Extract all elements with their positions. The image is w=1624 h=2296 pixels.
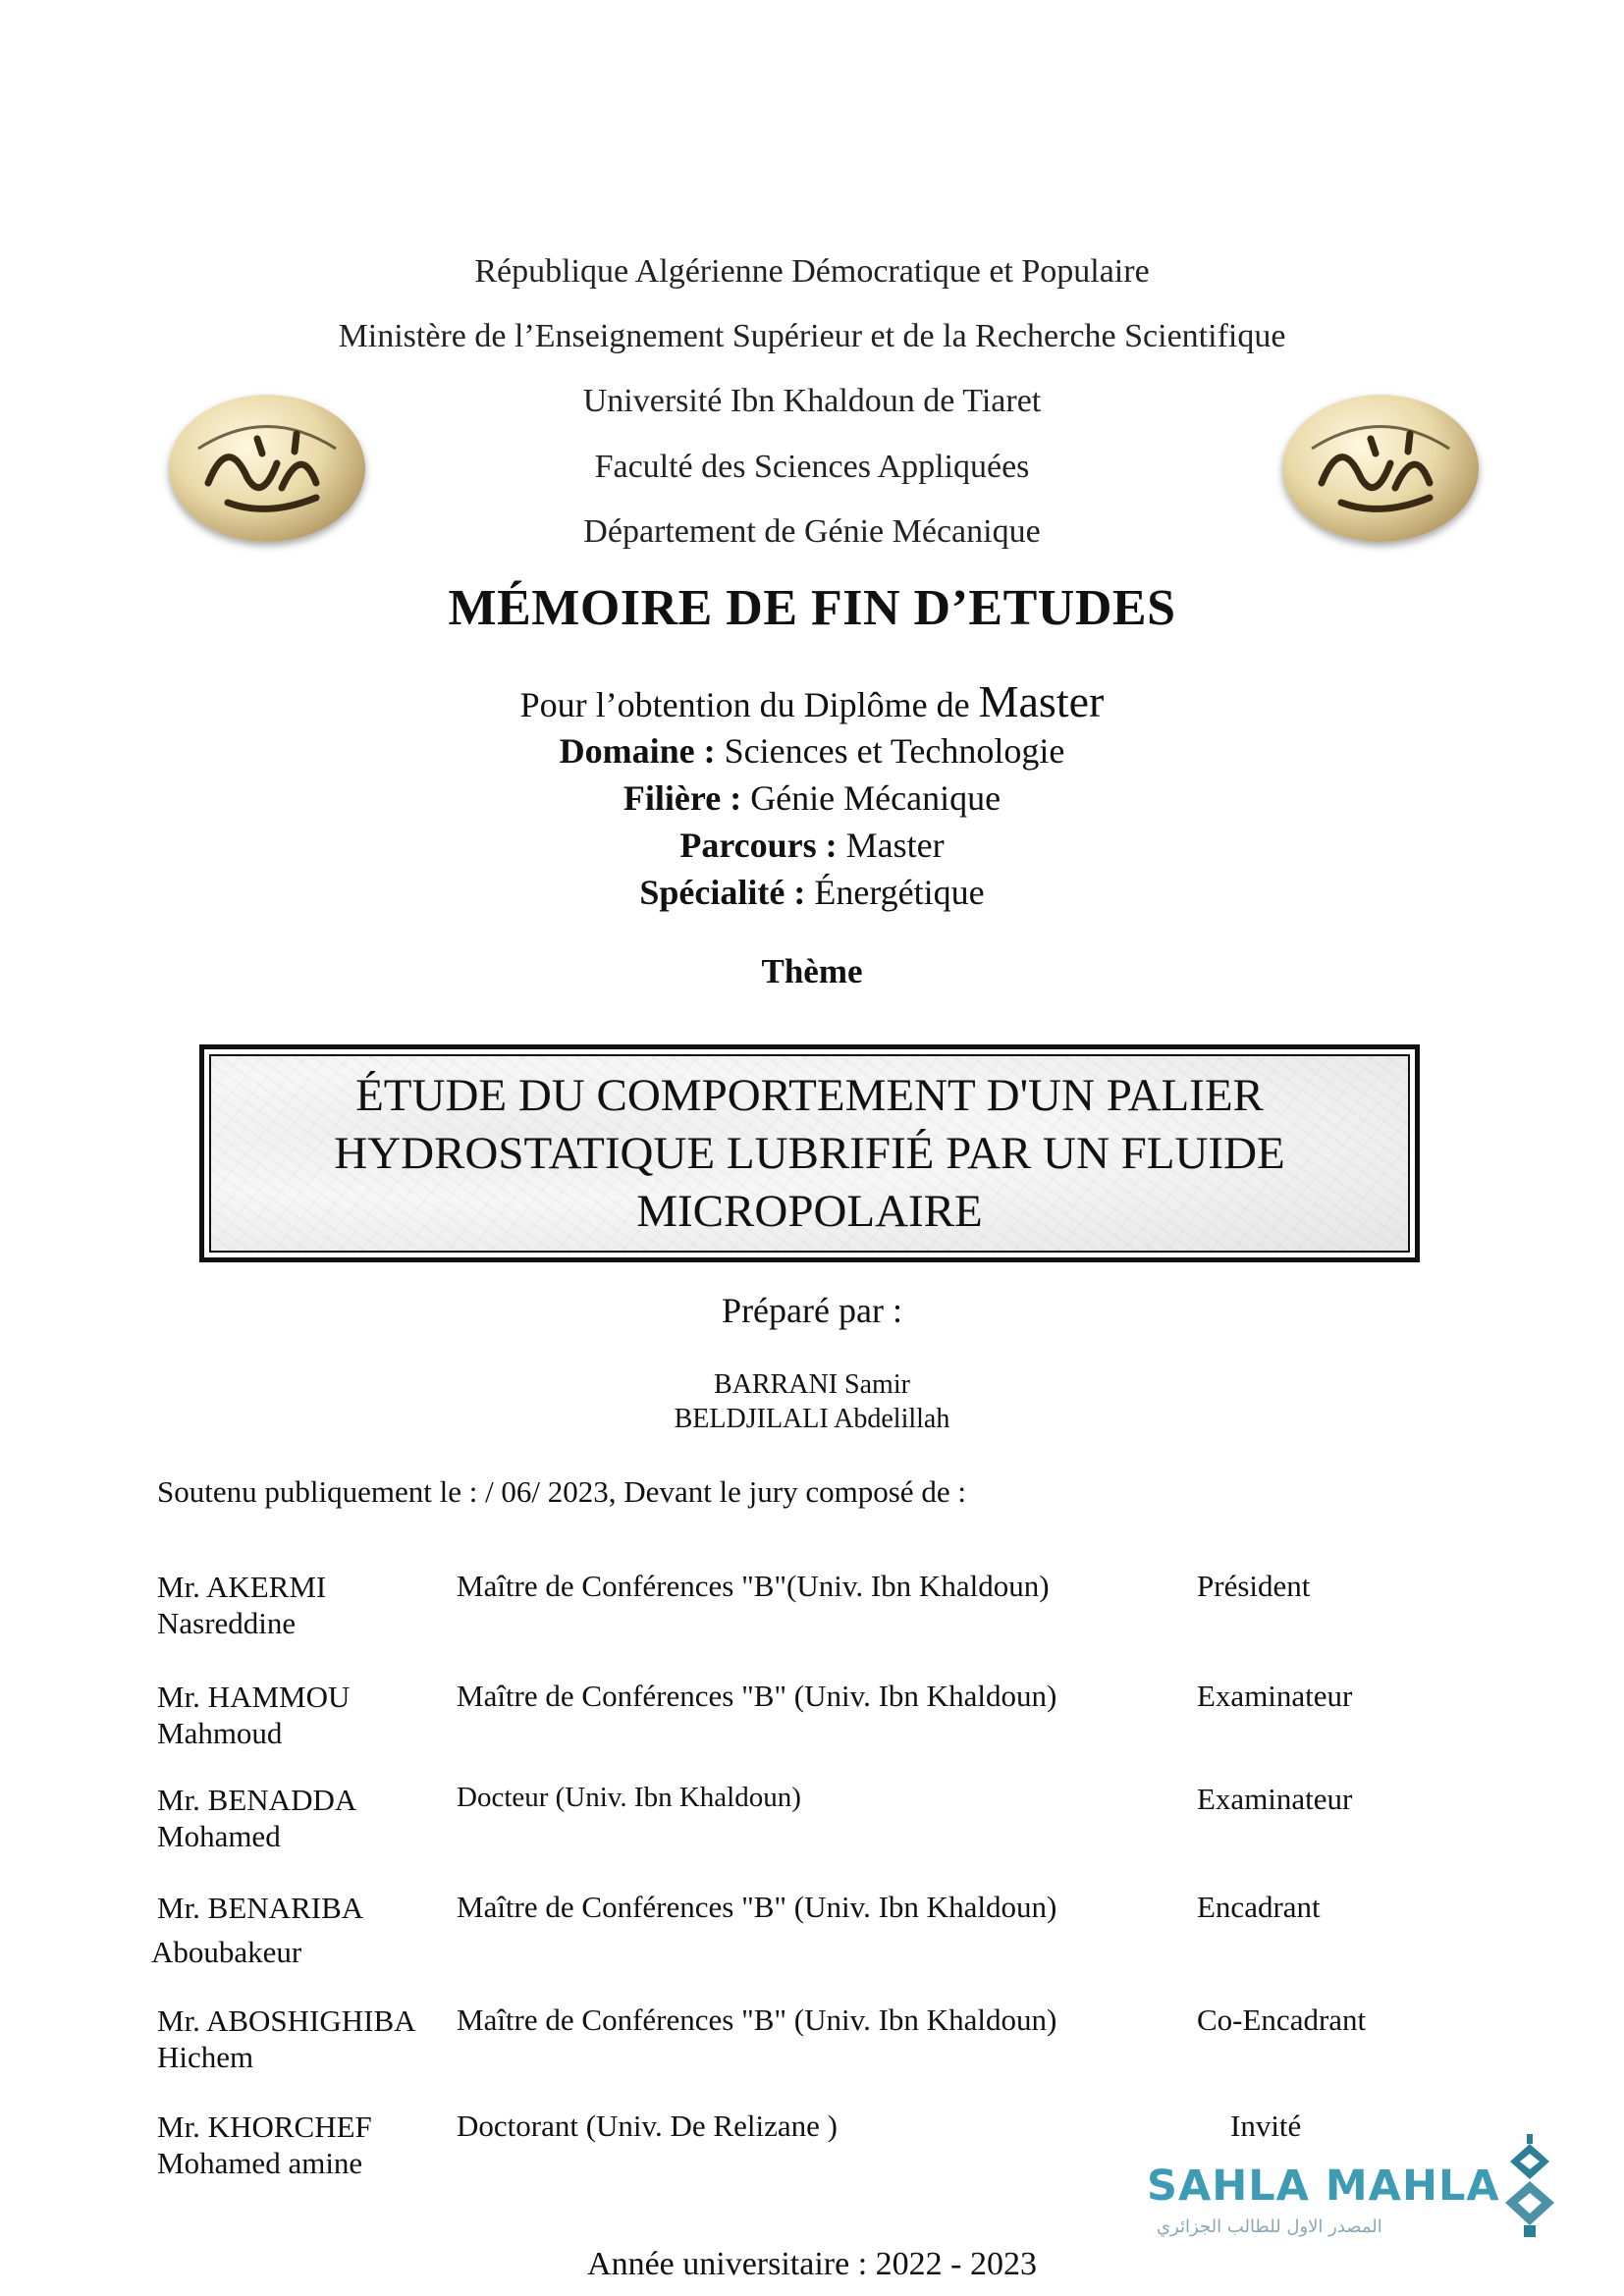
watermark-brand: SAHLA MAHLA: [1147, 2162, 1500, 2211]
field-label: Filière :: [623, 778, 742, 818]
field-domaine: [0, 730, 1624, 772]
field-parcours: [0, 825, 1624, 866]
field-label: Spécialité :: [639, 873, 806, 912]
jury-member-name: [151, 1890, 452, 1970]
header-faculty: Faculté des Sciences Appliquées: [594, 449, 1030, 485]
jury-name-line: Mr. BENADDA: [157, 1783, 357, 1817]
theme-frame: [199, 1044, 1420, 1262]
student-name: BARRANI Samir: [714, 1369, 910, 1400]
field-value: Sciences et Technologie: [724, 731, 1065, 771]
watermark-tagline: المصدر الاول للطالب الجزائري: [1157, 2216, 1382, 2237]
diploma-line: [0, 675, 1624, 727]
jury-name-line: Mr. ABOSHIGHIBA: [157, 2003, 416, 2038]
jury-member-name: [157, 2109, 452, 2181]
field-value: Génie Mécanique: [750, 778, 1001, 818]
jury-member-role: Examinateur: [1197, 1782, 1353, 1816]
jury-name-line: Hichem: [157, 2040, 254, 2074]
theme-title-line: ÉTUDE DU COMPORTEMENT D'UN PALIER: [355, 1069, 1264, 1121]
defense-line: Soutenu publiquement le : / 06/ 2023, Devant le jury composé de :: [157, 1474, 966, 1509]
field-value: Énergétique: [814, 873, 985, 912]
jury-name-line: Mohamed amine: [157, 2146, 363, 2180]
theme-label: Thème: [761, 952, 863, 990]
field-filiere: [0, 777, 1624, 819]
jury-row: [0, 1679, 1624, 1767]
sahla-mahla-watermark: [1147, 2132, 1559, 2240]
theme-marble-panel: [209, 1054, 1410, 1253]
jury-name-line: Mr. KHORCHEF: [157, 2109, 372, 2144]
student-name: BELDJILALI Abdelillah: [674, 1404, 950, 1434]
header-university: Université Ibn Khaldoun de Tiaret: [582, 383, 1042, 419]
jury-member-title: Maître de Conférences "B" (Univ. Ibn Khaldoun): [457, 1890, 1057, 1924]
jury-row: [0, 1569, 1624, 1657]
header-department: Département de Génie Mécanique: [583, 513, 1041, 550]
jury-name-line: Nasreddine: [157, 1606, 297, 1640]
theme-title: [231, 1067, 1389, 1241]
jury-member-name: [157, 1569, 452, 1641]
header-ministry: Ministère de l’Enseignement Supérieur et de la Recherche Scientifique: [338, 318, 1286, 354]
jury-member-title: Maître de Conférences "B" (Univ. Ibn Khaldoun): [457, 1679, 1057, 1713]
document-title: MÉMOIRE DE FIN D’ETUDES: [448, 580, 1176, 636]
jury-member-role: Encadrant: [1197, 1890, 1321, 1924]
diploma-prefix: Pour l’obtention du Diplôme de: [519, 685, 970, 724]
jury-name-line: Mahmoud: [157, 1716, 283, 1750]
jury-member-role: Co-Encadrant: [1197, 2002, 1367, 2037]
jury-member-title: Maître de Conférences "B"(Univ. Ibn Khaldoun): [457, 1569, 1050, 1603]
field-value: Master: [845, 826, 945, 865]
theme-title-line: HYDROSTATIQUE LUBRIFIÉ PAR UN FLUIDE: [334, 1127, 1285, 1179]
jury-name-line: Mohamed: [157, 1819, 281, 1853]
sahla-mahla-emblem-icon: [1500, 2132, 1559, 2240]
jury-row: [0, 1890, 1624, 1978]
jury-member-title: Doctorant (Univ. De Relizane ): [457, 2109, 838, 2143]
jury-member-name: [157, 2002, 452, 2075]
header-republic: République Algérienne Démocratique et Populaire: [474, 253, 1150, 290]
field-label: Parcours :: [679, 826, 838, 865]
jury-member-role: Examinateur: [1197, 1679, 1353, 1713]
field-label: Domaine :: [559, 731, 716, 771]
jury-name-line: Aboubakeur: [151, 1935, 302, 1969]
jury-member-title: Maître de Conférences "B" (Univ. Ibn Khaldoun): [457, 2002, 1057, 2037]
jury-member-title: Docteur (Univ. Ibn Khaldoun): [457, 1782, 801, 1813]
field-specialite: [0, 872, 1624, 913]
jury-row: [0, 2002, 1624, 2091]
diploma-degree: Master: [978, 676, 1105, 726]
jury-member-role: Invité: [1230, 2109, 1302, 2143]
jury-member-role: Président: [1197, 1569, 1311, 1603]
prepared-by-label: Préparé par :: [722, 1291, 902, 1330]
jury-name-line: Mr. AKERMI: [157, 1570, 327, 1604]
jury-member-name: [157, 1782, 452, 1854]
jury-name-line: Mr. HAMMOU: [157, 1680, 351, 1714]
theme-title-line: MICROPOLAIRE: [636, 1185, 983, 1237]
jury-member-name: [157, 1679, 452, 1751]
jury-row: [0, 1782, 1624, 1870]
academic-year: Année universitaire : 2022 - 2023: [587, 2246, 1037, 2282]
jury-name-line: Mr. BENARIBA: [157, 1891, 364, 1925]
